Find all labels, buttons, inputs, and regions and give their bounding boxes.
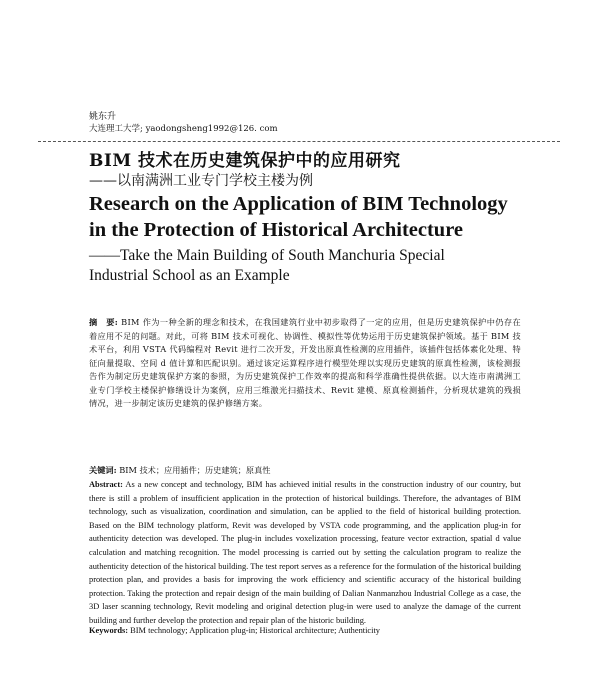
chinese-title: BIM 技术在历史建筑保护中的应用研究 bbox=[89, 151, 401, 171]
chinese-keywords-text: BIM 技术；应用插件；历史建筑；原真性 bbox=[119, 465, 271, 475]
author-affiliation: 大连理工大学; yaodongsheng1992@126. com bbox=[89, 124, 278, 134]
english-abstract-text: As a new concept and technology, BIM has achieved initial results in the construction industry of our country, but there is still a problem of insufficient application in the protection of historical buildings. Therefore, the advantages of BIM technology, such as visualization, coordination and simulation, can be applied to the field of historical building protection. Based on the BIM technology platform, Revit was developed by VSTA code programming, and the application plug-in for authenticity detection was developed. The plug-in includes voxelization processing, feature vector extraction, spatial d value calculation and matching recognition. The model processing is carried out by setting the calculation program to realize the authenticity detection of the historical building. The test report serves as a reference for the formulation of the historical building protection plan, and provides a basis for improving the work efficiency and scientific accuracy of the historical building protection. Taking the protection and repair design of the main building of Dalian Nanmanzhou Industrial College as a case, the 3D laser scanning technology, Revit modeling and original detection plug-in were used to analyze the damage of the current building and further develop the protection and repair plan of the historic building. bbox=[89, 480, 521, 625]
chinese-keywords-label: 关键词: bbox=[89, 465, 117, 475]
english-abstract bbox=[89, 478, 521, 628]
english-keywords-text: BIM technology; Application plug-in; Historical architecture; Authenticity bbox=[130, 626, 380, 635]
chinese-keywords bbox=[89, 464, 521, 477]
english-subtitle-line-2: Industrial School as an Example bbox=[89, 267, 290, 284]
chinese-abstract bbox=[89, 316, 521, 411]
english-subtitle-line-1: ——Take the Main Building of South Manchuria Special bbox=[89, 247, 445, 264]
chinese-abstract-text: BIM 作为一种全新的理念和技术，在我国建筑行业中初步取得了一定的应用，但是历史建筑保护中仍存在着应用不足的问题。对此，可将 BIM 技术可视化、协调性、模拟性等优势运用于历史建筑保护领域。基于 BIM 技术平台，利用 VSTA 代码编程对 Revit 进行二次开发，开发出原真性检测的应用插件，该插件包括体素化处理、特征向量提取、空间 d 值计算和匹配识别。通过该定运算程序进行模型处理以实现历史建筑的原真性检测，该检测报告作为制定历史建筑保护方案的参照，为历史建筑保护工作效率的提高和科学准确性提供依据。以大连市南满洲工业专门学校主楼保护修缮设计为案例，应用三维激光扫描技术、Revit 建模、原真检测插件，分析现状建筑的残损情况，进一步制定该历史建筑的保护修缮方案。 bbox=[89, 317, 521, 408]
chinese-subtitle: ——以南满洲工业专门学校主楼为例 bbox=[89, 173, 313, 189]
english-keywords-label: Keywords: bbox=[89, 626, 129, 635]
author-name: 姚东升 bbox=[89, 112, 117, 122]
header-divider bbox=[38, 141, 560, 142]
english-title-line-2: in the Protection of Historical Architecture bbox=[89, 219, 464, 241]
english-abstract-label: Abstract: bbox=[89, 480, 123, 489]
chinese-abstract-label: 摘 要: bbox=[89, 317, 119, 327]
english-keywords bbox=[89, 624, 521, 637]
english-title-line-1: Research on the Application of BIM Technology bbox=[89, 193, 508, 215]
